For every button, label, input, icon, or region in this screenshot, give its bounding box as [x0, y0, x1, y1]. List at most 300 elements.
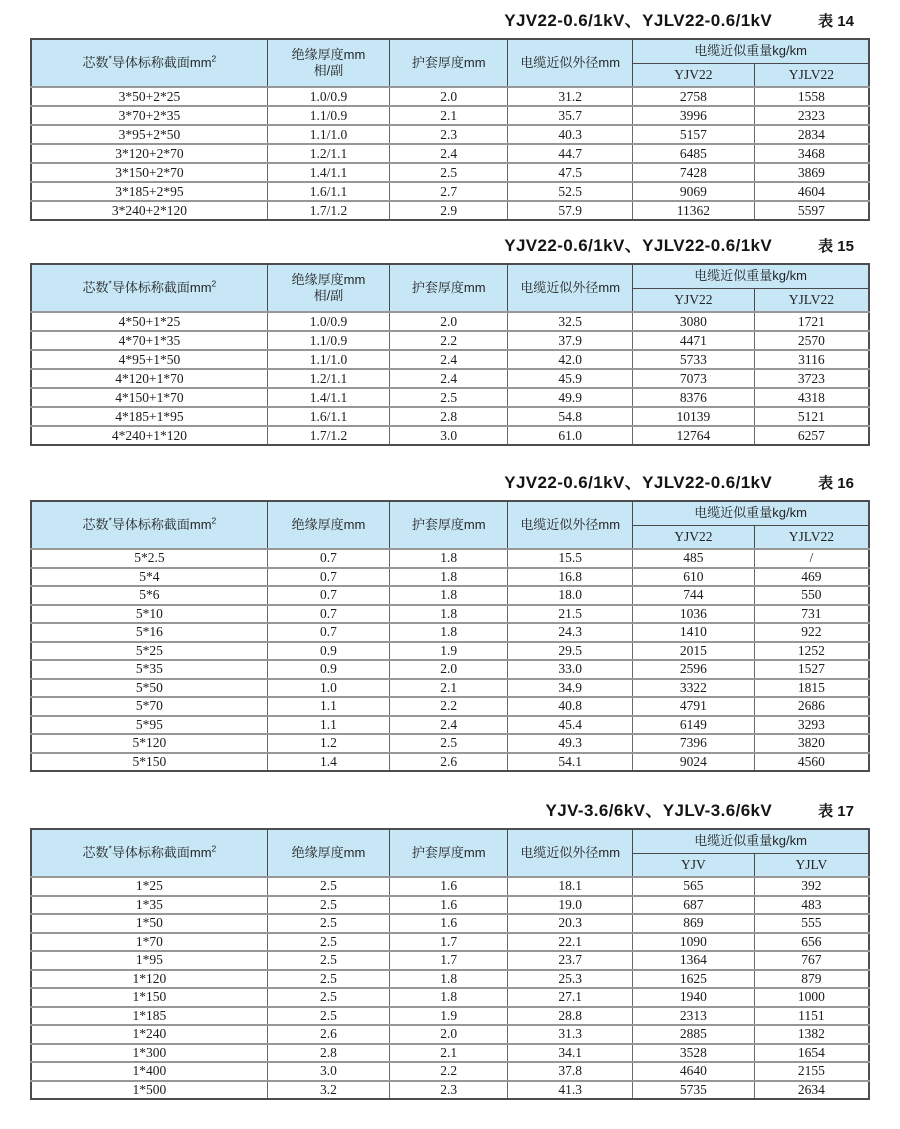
table-cell: 7428	[633, 163, 755, 182]
header-outer-diameter: 电缆近似外径mm	[508, 829, 633, 877]
table-cell: 2.5	[267, 970, 389, 989]
table-body	[31, 312, 869, 445]
table-cell: 41.3	[508, 1081, 633, 1100]
table-cell: 2.6	[390, 753, 508, 772]
table-cell: 687	[633, 896, 755, 915]
table-cell: 2.0	[390, 87, 508, 106]
table-row	[31, 697, 869, 716]
table-row	[31, 1081, 869, 1100]
table-cell: 469	[754, 568, 869, 587]
table-cell: 565	[633, 877, 755, 896]
table-cell: 7073	[633, 369, 755, 388]
table-cell: 1151	[754, 1007, 869, 1026]
table-cell: 8376	[633, 388, 755, 407]
table-cell: 54.1	[508, 753, 633, 772]
table-row	[31, 426, 869, 445]
table-number: 表 14	[818, 13, 854, 30]
table-cell: 1.8	[390, 623, 508, 642]
table-cell: 2.5	[267, 914, 389, 933]
table-cell: 2.5	[267, 933, 389, 952]
table-cell: 2.1	[390, 679, 508, 698]
table-cell: 1*25	[31, 877, 267, 896]
header-weight-yjlv: YJLV22	[754, 63, 869, 87]
table-row	[31, 125, 869, 144]
table-cell: 2.0	[390, 660, 508, 679]
table-title: YJV-3.6/6kV、YJLV-3.6/6kV	[545, 801, 773, 820]
table-row	[31, 877, 869, 896]
table-cell: 1.8	[390, 568, 508, 587]
header-weight-yjv: YJV22	[633, 288, 755, 312]
header-insulation-thickness: 绝缘厚度mm	[267, 501, 389, 549]
table-cell: 2313	[633, 1007, 755, 1026]
table-cell: 1*185	[31, 1007, 267, 1026]
table-cell: 1.7	[390, 933, 508, 952]
table-title-row	[30, 796, 870, 821]
header-sheath-thickness: 护套厚度mm	[390, 829, 508, 877]
table-cell: 31.2	[508, 87, 633, 106]
table-cell: 4*185+1*95	[31, 407, 267, 426]
table-cell: 1.7/1.2	[267, 426, 389, 445]
table-cell: 2015	[633, 642, 755, 661]
table-cell: 9069	[633, 182, 755, 201]
table-cell: 1*240	[31, 1025, 267, 1044]
table-cell: 24.3	[508, 623, 633, 642]
table-cell: 2.6	[267, 1025, 389, 1044]
table-row	[31, 407, 869, 426]
table-section-15	[30, 231, 870, 446]
table-cell: 1.6	[390, 896, 508, 915]
table-cell: 22.1	[508, 933, 633, 952]
table-cell: 1*50	[31, 914, 267, 933]
table-cell: 3.2	[267, 1081, 389, 1100]
table-cell: 3723	[754, 369, 869, 388]
table-row	[31, 568, 869, 587]
table-cell: 2.4	[390, 144, 508, 163]
table-row	[31, 87, 869, 106]
table-cell: 6257	[754, 426, 869, 445]
table-cell: 31.3	[508, 1025, 633, 1044]
header-core-section: 芯数*导体标称截面$mm^2$	[31, 829, 267, 877]
table-cell: 34.9	[508, 679, 633, 698]
table-cell: 1.2/1.1	[267, 144, 389, 163]
table-cell: 33.0	[508, 660, 633, 679]
table-cell: 2.5	[390, 734, 508, 753]
table-cell: /	[754, 549, 869, 568]
table-title-row	[30, 231, 870, 256]
table-cell: 1252	[754, 642, 869, 661]
table-row	[31, 716, 869, 735]
table-row	[31, 182, 869, 201]
table-cell: 1*35	[31, 896, 267, 915]
table-row	[31, 350, 869, 369]
table-cell: 15.5	[508, 549, 633, 568]
table-cell: 5*25	[31, 642, 267, 661]
table-cell: 1.6	[390, 877, 508, 896]
table-cell: 2.5	[267, 877, 389, 896]
table-cell: 4604	[754, 182, 869, 201]
table-cell: 45.9	[508, 369, 633, 388]
table-row	[31, 605, 869, 624]
table-cell: 2.9	[390, 201, 508, 220]
table-cell: 5*10	[31, 605, 267, 624]
table-cell: 2.4	[390, 350, 508, 369]
table-cell: 2155	[754, 1062, 869, 1081]
header-weight-yjlv: YJLV22	[754, 525, 869, 549]
table-cell: 2.3	[390, 125, 508, 144]
table-cell: 49.9	[508, 388, 633, 407]
header-outer-diameter: 电缆近似外径mm	[508, 501, 633, 549]
table-cell: 0.7	[267, 549, 389, 568]
table-cell: 1.0/0.9	[267, 312, 389, 331]
table-cell: 2834	[754, 125, 869, 144]
table-number: 表 16	[818, 475, 854, 492]
table-cell: 1.4/1.1	[267, 163, 389, 182]
table-cell: 1.6/1.1	[267, 182, 389, 201]
table-cell: 3528	[633, 1044, 755, 1063]
table-body	[31, 549, 869, 771]
table-cell: 767	[754, 951, 869, 970]
table-row	[31, 970, 869, 989]
table-cell: 1.7/1.2	[267, 201, 389, 220]
table-cell: 550	[754, 586, 869, 605]
table-cell: 1090	[633, 933, 755, 952]
table-cell: 731	[754, 605, 869, 624]
table-cell: 1721	[754, 312, 869, 331]
table-cell: 12764	[633, 426, 755, 445]
table-cell: 2.2	[390, 331, 508, 350]
table-cell: 57.9	[508, 201, 633, 220]
table-row	[31, 1025, 869, 1044]
table-cell: 2.5	[390, 163, 508, 182]
table-cell: 45.4	[508, 716, 633, 735]
table-cell: 27.1	[508, 988, 633, 1007]
header-weight-yjv: YJV22	[633, 525, 755, 549]
table-cell: 2.4	[390, 716, 508, 735]
table-section-14	[30, 6, 870, 221]
table-row	[31, 1044, 869, 1063]
header-outer-diameter: 电缆近似外径mm	[508, 264, 633, 312]
table-cell: 485	[633, 549, 755, 568]
header-weight-yjv: YJV	[633, 853, 755, 877]
table-cell: 0.7	[267, 568, 389, 587]
table-cell: 3*185+2*95	[31, 182, 267, 201]
table-cell: 1.8	[390, 586, 508, 605]
table-cell: 1.0/0.9	[267, 87, 389, 106]
table-cell: 869	[633, 914, 755, 933]
table-cell: 37.8	[508, 1062, 633, 1081]
table-cell: 0.7	[267, 623, 389, 642]
table-cell: 20.3	[508, 914, 633, 933]
table-cell: 4640	[633, 1062, 755, 1081]
table-cell: 5157	[633, 125, 755, 144]
table-cell: 5*16	[31, 623, 267, 642]
table-cell: 2.8	[390, 407, 508, 426]
header-core-section: 芯数*导体标称截面$mm^2$	[31, 264, 267, 312]
table-cell: 1*150	[31, 988, 267, 1007]
table-cell: 2596	[633, 660, 755, 679]
table-cell: 1.8	[390, 605, 508, 624]
table-cell: 1.1/0.9	[267, 106, 389, 125]
table-cell: 1.8	[390, 549, 508, 568]
table-cell: 1364	[633, 951, 755, 970]
table-cell: 21.5	[508, 605, 633, 624]
table-cell: 2.1	[390, 106, 508, 125]
table-row	[31, 331, 869, 350]
table-cell: 7396	[633, 734, 755, 753]
table-row	[31, 896, 869, 915]
table-cell: 1558	[754, 87, 869, 106]
header-core-section: 芯数*导体标称截面$mm^2$	[31, 501, 267, 549]
table-cell: 2570	[754, 331, 869, 350]
table-row	[31, 586, 869, 605]
table-section-17	[30, 796, 870, 1100]
table-cell: 54.8	[508, 407, 633, 426]
table-cell: 3*95+2*50	[31, 125, 267, 144]
table-cell: 2.0	[390, 312, 508, 331]
table-cell: 3*50+2*25	[31, 87, 267, 106]
table-cell: 3.0	[267, 1062, 389, 1081]
table-cell: 1654	[754, 1044, 869, 1063]
table-cell: 4*150+1*70	[31, 388, 267, 407]
table-cell: 5735	[633, 1081, 755, 1100]
table-cell: 1.9	[390, 642, 508, 661]
table-cell: 4*70+1*35	[31, 331, 267, 350]
table-cell: 1*95	[31, 951, 267, 970]
table-cell: 4318	[754, 388, 869, 407]
table-cell: 11362	[633, 201, 755, 220]
header-core-section: 芯数*导体标称截面$mm^2$	[31, 39, 267, 87]
table-row	[31, 734, 869, 753]
header-approx-weight: 电缆近似重量kg/km	[633, 264, 869, 288]
table-row	[31, 1007, 869, 1026]
table-cell: 3322	[633, 679, 755, 698]
table-cell: 4560	[754, 753, 869, 772]
table-cell: 879	[754, 970, 869, 989]
table-title-row	[30, 6, 870, 31]
table-cell: 19.0	[508, 896, 633, 915]
table-row	[31, 660, 869, 679]
table-row	[31, 951, 869, 970]
table-cell: 1815	[754, 679, 869, 698]
table-cell: 2885	[633, 1025, 755, 1044]
table-cell: 1410	[633, 623, 755, 642]
table-cell: 3869	[754, 163, 869, 182]
table-title: YJV22-0.6/1kV、YJLV22-0.6/1kV	[504, 236, 773, 255]
table-cell: 18.1	[508, 877, 633, 896]
table-cell: 1527	[754, 660, 869, 679]
table-cell: 2.1	[390, 1044, 508, 1063]
table-row	[31, 106, 869, 125]
table-cell: 5597	[754, 201, 869, 220]
table-cell: 32.5	[508, 312, 633, 331]
table-cell: 2.2	[390, 1062, 508, 1081]
table-cell: 1.2/1.1	[267, 369, 389, 388]
table-title-row	[30, 468, 870, 493]
table-row	[31, 914, 869, 933]
table-cell: 5*35	[31, 660, 267, 679]
table-cell: 52.5	[508, 182, 633, 201]
table-cell: 3080	[633, 312, 755, 331]
table-cell: 2.3	[390, 1081, 508, 1100]
table-cell: 1.9	[390, 1007, 508, 1026]
table-cell: 1*500	[31, 1081, 267, 1100]
table-cell: 1.2	[267, 734, 389, 753]
header-weight-yjv: YJV22	[633, 63, 755, 87]
header-insulation-thickness: 绝缘厚度mm 相/副	[267, 39, 389, 87]
table-cell: 6149	[633, 716, 755, 735]
table-cell: 5*150	[31, 753, 267, 772]
table-cell: 49.3	[508, 734, 633, 753]
table-cell: 61.0	[508, 426, 633, 445]
header-weight-yjlv: YJLV22	[754, 288, 869, 312]
table-cell: 2758	[633, 87, 755, 106]
table-cell: 1.6	[390, 914, 508, 933]
table-cell: 44.7	[508, 144, 633, 163]
table-cell: 5*120	[31, 734, 267, 753]
table-cell: 2.5	[267, 951, 389, 970]
table-cell: 9024	[633, 753, 755, 772]
table-cell: 1*70	[31, 933, 267, 952]
table-cell: 37.9	[508, 331, 633, 350]
table-cell: 5*4	[31, 568, 267, 587]
table-cell: 2.0	[390, 1025, 508, 1044]
table-row	[31, 753, 869, 772]
table-cell: 4*120+1*70	[31, 369, 267, 388]
table-cell: 40.3	[508, 125, 633, 144]
table-row	[31, 933, 869, 952]
header-sheath-thickness: 护套厚度mm	[390, 264, 508, 312]
table-row	[31, 1062, 869, 1081]
cable-spec-table-14	[30, 38, 870, 221]
table-cell: 2.5	[267, 896, 389, 915]
table-cell: 1625	[633, 970, 755, 989]
cable-spec-table-15	[30, 263, 870, 446]
header-weight-yjlv: YJLV	[754, 853, 869, 877]
table-cell: 35.7	[508, 106, 633, 125]
table-cell: 1940	[633, 988, 755, 1007]
header-approx-weight: 电缆近似重量kg/km	[633, 501, 869, 525]
table-cell: 1.1/1.0	[267, 350, 389, 369]
table-cell: 2634	[754, 1081, 869, 1100]
table-cell: 1.7	[390, 951, 508, 970]
table-cell: 656	[754, 933, 869, 952]
table-row	[31, 144, 869, 163]
table-section-16	[30, 468, 870, 772]
table-cell: 483	[754, 896, 869, 915]
table-cell: 4*50+1*25	[31, 312, 267, 331]
table-body	[31, 877, 869, 1099]
table-row	[31, 201, 869, 220]
table-row	[31, 312, 869, 331]
table-cell: 3820	[754, 734, 869, 753]
table-cell: 4471	[633, 331, 755, 350]
table-row	[31, 679, 869, 698]
table-cell: 5*6	[31, 586, 267, 605]
table-cell: 42.0	[508, 350, 633, 369]
table-row	[31, 163, 869, 182]
table-cell: 1.1/1.0	[267, 125, 389, 144]
table-cell: 1*400	[31, 1062, 267, 1081]
table-cell: 3116	[754, 350, 869, 369]
table-cell: 2686	[754, 697, 869, 716]
table-cell: 1.6/1.1	[267, 407, 389, 426]
table-row	[31, 642, 869, 661]
table-cell: 922	[754, 623, 869, 642]
table-cell: 3*120+2*70	[31, 144, 267, 163]
table-cell: 2.5	[267, 1007, 389, 1026]
cable-spec-table-16	[30, 500, 870, 772]
table-cell: 2.8	[267, 1044, 389, 1063]
table-cell: 392	[754, 877, 869, 896]
table-title: YJV22-0.6/1kV、YJLV22-0.6/1kV	[504, 473, 773, 492]
table-cell: 4*240+1*120	[31, 426, 267, 445]
table-cell: 34.1	[508, 1044, 633, 1063]
table-cell: 1*120	[31, 970, 267, 989]
table-cell: 3*240+2*120	[31, 201, 267, 220]
table-cell: 2.7	[390, 182, 508, 201]
table-cell: 2.4	[390, 369, 508, 388]
table-cell: 1.4	[267, 753, 389, 772]
table-cell: 555	[754, 914, 869, 933]
table-cell: 610	[633, 568, 755, 587]
table-cell: 5*95	[31, 716, 267, 735]
table-cell: 28.8	[508, 1007, 633, 1026]
table-cell: 2.2	[390, 697, 508, 716]
table-cell: 10139	[633, 407, 755, 426]
table-cell: 0.7	[267, 586, 389, 605]
table-cell: 3.0	[390, 426, 508, 445]
table-cell: 3468	[754, 144, 869, 163]
table-row	[31, 388, 869, 407]
table-cell: 4791	[633, 697, 755, 716]
table-row	[31, 988, 869, 1007]
table-cell: 47.5	[508, 163, 633, 182]
table-cell: 2.5	[390, 388, 508, 407]
table-cell: 16.8	[508, 568, 633, 587]
table-cell: 1.1	[267, 697, 389, 716]
table-title: YJV22-0.6/1kV、YJLV22-0.6/1kV	[504, 11, 773, 30]
header-insulation-thickness: 绝缘厚度mm	[267, 829, 389, 877]
table-cell: 5733	[633, 350, 755, 369]
table-cell: 1*300	[31, 1044, 267, 1063]
table-cell: 29.5	[508, 642, 633, 661]
header-outer-diameter: 电缆近似外径mm	[508, 39, 633, 87]
table-cell: 5*50	[31, 679, 267, 698]
table-cell: 1.0	[267, 679, 389, 698]
table-cell: 1.8	[390, 988, 508, 1007]
table-cell: 1.8	[390, 970, 508, 989]
table-cell: 3*70+2*35	[31, 106, 267, 125]
table-cell: 4*95+1*50	[31, 350, 267, 369]
table-cell: 6485	[633, 144, 755, 163]
table-cell: 40.8	[508, 697, 633, 716]
table-cell: 1382	[754, 1025, 869, 1044]
table-cell: 5*2.5	[31, 549, 267, 568]
header-sheath-thickness: 护套厚度mm	[390, 501, 508, 549]
table-cell: 3293	[754, 716, 869, 735]
table-cell: 0.9	[267, 660, 389, 679]
table-body	[31, 87, 869, 220]
table-cell: 5*70	[31, 697, 267, 716]
table-row	[31, 369, 869, 388]
table-cell: 0.7	[267, 605, 389, 624]
table-row	[31, 549, 869, 568]
table-cell: 1.1	[267, 716, 389, 735]
table-cell: 744	[633, 586, 755, 605]
table-cell: 1036	[633, 605, 755, 624]
table-cell: 18.0	[508, 586, 633, 605]
header-insulation-thickness: 绝缘厚度mm 相/副	[267, 264, 389, 312]
